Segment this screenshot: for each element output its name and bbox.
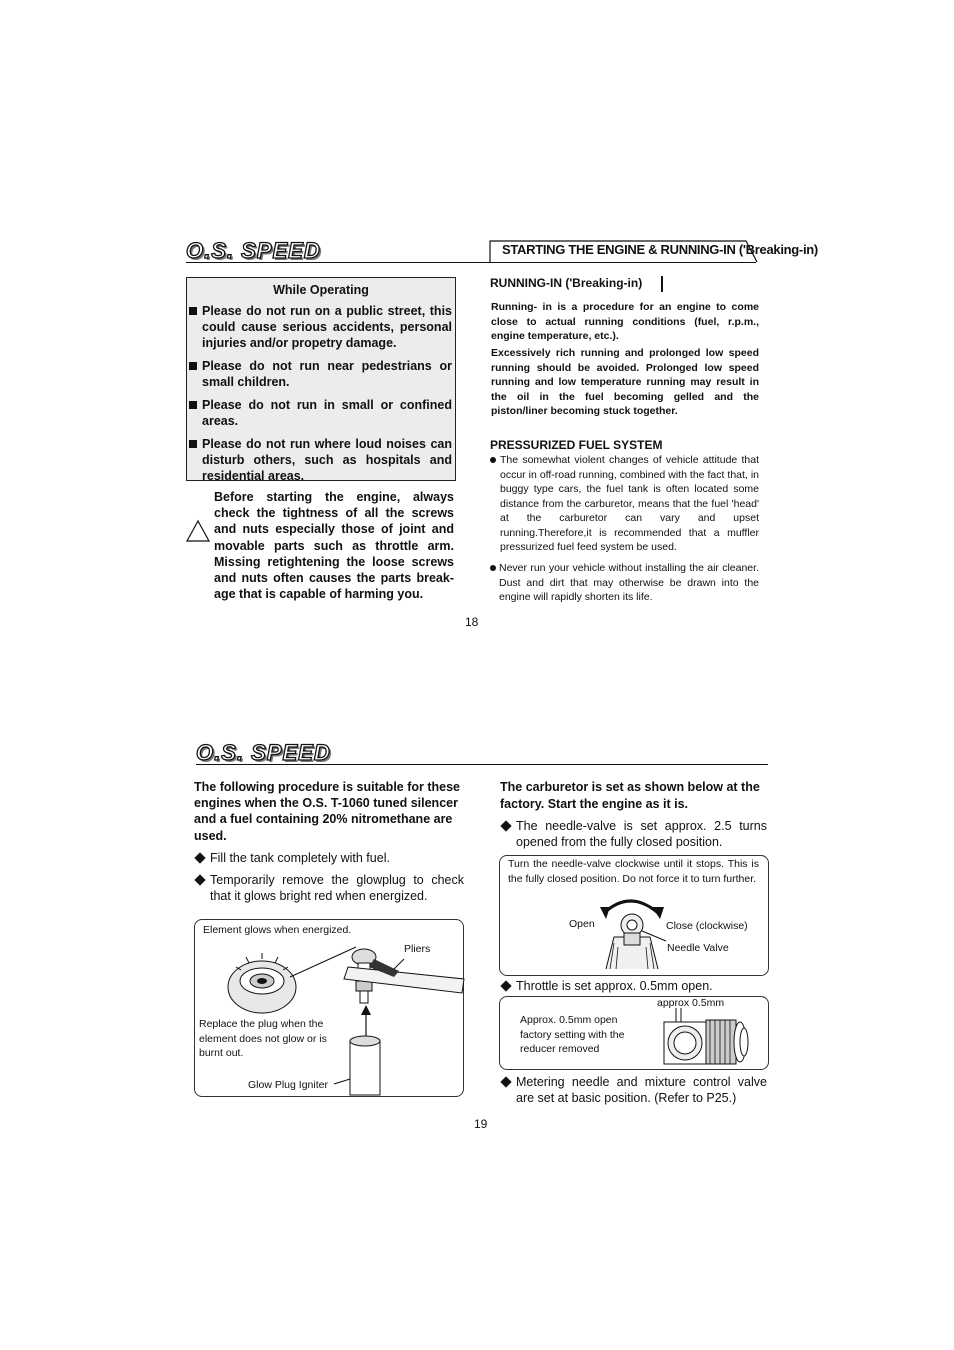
- metering-step: Metering needle and mixture control valve are set at basic position. (Refer to P25.): [500, 1074, 767, 1106]
- operating-item: Please do not run on a public street, this could cause serious accidents, personal injuries and/or propetry damage.: [187, 303, 452, 351]
- procedure-intro: The following procedure is suitable for these engines when the O.S. T-1060 tuned silencer and a fuel containing 20% nitromethane are used.: [194, 780, 461, 843]
- square-bullet-icon: [189, 440, 197, 448]
- needle-figure-text: Turn the needle-valve clockwise until it stops. This is the fully closed position. Do not force it to turn further.: [508, 858, 759, 885]
- os-speed-logo: O.S. SPEED: [186, 238, 321, 263]
- pressurized-item: Never run your vehicle without installing the air cleaner. Dust and dirt that may otherwise be drawn into the engine will rapidly shorten its life.: [490, 561, 759, 605]
- throttle-illustration: [660, 1008, 752, 1066]
- glow-plug-illustration: [194, 919, 462, 1095]
- while-operating-box: [186, 277, 456, 481]
- operating-item: Please do not run where loud noises can disturb others, such as hospitals and residential areas.: [187, 436, 452, 484]
- page-number: 18: [465, 615, 479, 629]
- igniter-label: Glow Plug Igniter: [248, 1079, 328, 1091]
- diamond-bullet-icon: [500, 1076, 511, 1087]
- glow-caption: Element glows when energized.: [203, 924, 352, 936]
- running-in-para1: Running- in is a procedure for an engine to come close to actual running conditions (fuel, r.p.m., engine temperature, etc.).: [491, 301, 759, 342]
- square-bullet-icon: [189, 362, 197, 370]
- diamond-bullet-icon: [194, 874, 205, 885]
- page-number: 19: [474, 1117, 488, 1131]
- running-in-heading: RUNNING-IN ('Breaking-in): [490, 276, 643, 290]
- throttle-step: Throttle is set approx. 0.5mm open.: [500, 978, 767, 994]
- open-label: Open: [569, 918, 595, 930]
- needle-valve-label: Needle Valve: [667, 942, 729, 954]
- replace-note: Replace the plug when the element does not glow or is burnt out.: [199, 1018, 327, 1059]
- dot-bullet-icon: [490, 457, 496, 463]
- caution-text: Before starting the engine, always check the tightness of all the screws and nuts especially those of joint and movable parts such as throttle arm. Missing retightening the loose screws and nuts often causes the parts break-age that is capable of harming you.: [214, 490, 454, 602]
- diamond-bullet-icon: [194, 852, 205, 863]
- pressurized-item: The somewhat violent changes of vehicle attitude that occur in off-road running, combined with the fact that, in buggy type cars, the fuel tank is often located some distance from the carburetor, means that the fuel 'head' at the carburetor can vary and upset running.Therefore,it is recommended that a muffler pressurized fuel feed system be used.: [490, 453, 759, 555]
- pliers-label: Pliers: [404, 943, 431, 955]
- dot-bullet-icon: [490, 565, 496, 571]
- operating-item: Please do not run in small or confined areas.: [187, 397, 452, 429]
- warning-triangle-icon: [186, 520, 210, 542]
- square-bullet-icon: [189, 401, 197, 409]
- carburetor-intro: The carburetor is set as shown below at the factory. Start the engine as it is.: [500, 780, 760, 811]
- throttle-note: Approx. 0.5mm open factory setting with the reducer removed: [520, 1014, 625, 1055]
- header-rule: [196, 764, 768, 765]
- step-item: Temporarily remove the glowplug to check that it glows bright red when energized.: [194, 872, 464, 904]
- needle-valve-illustration: [600, 893, 670, 973]
- square-bullet-icon: [189, 307, 197, 315]
- operating-item: Please do not run near pedestrians or small children.: [187, 358, 452, 390]
- pressurized-heading: PRESSURIZED FUEL SYSTEM: [490, 438, 663, 452]
- while-operating-title: While Operating: [273, 283, 369, 297]
- running-in-para2: Excessively rich running and prolonged low speed running should be avoided. Prolonged low speed running and low temperature running may result in the oil in the fuel becoming gelled and the piston/liner becoming stuck together.: [491, 347, 759, 417]
- step-item: Fill the tank completely with fuel.: [194, 850, 464, 866]
- heading-bar: [661, 276, 663, 292]
- section-header-title: STARTING THE ENGINE & RUNNING-IN ('Breaking-in): [502, 242, 818, 257]
- diamond-bullet-icon: [500, 820, 511, 831]
- diamond-bullet-icon: [500, 980, 511, 991]
- close-label: Close (clockwise): [666, 920, 748, 932]
- os-speed-logo: O.S. SPEED: [196, 740, 331, 765]
- approx-label: approx 0.5mm: [657, 997, 725, 1009]
- needle-step: The needle-valve is set approx. 2.5 turns opened from the fully closed position.: [500, 818, 767, 850]
